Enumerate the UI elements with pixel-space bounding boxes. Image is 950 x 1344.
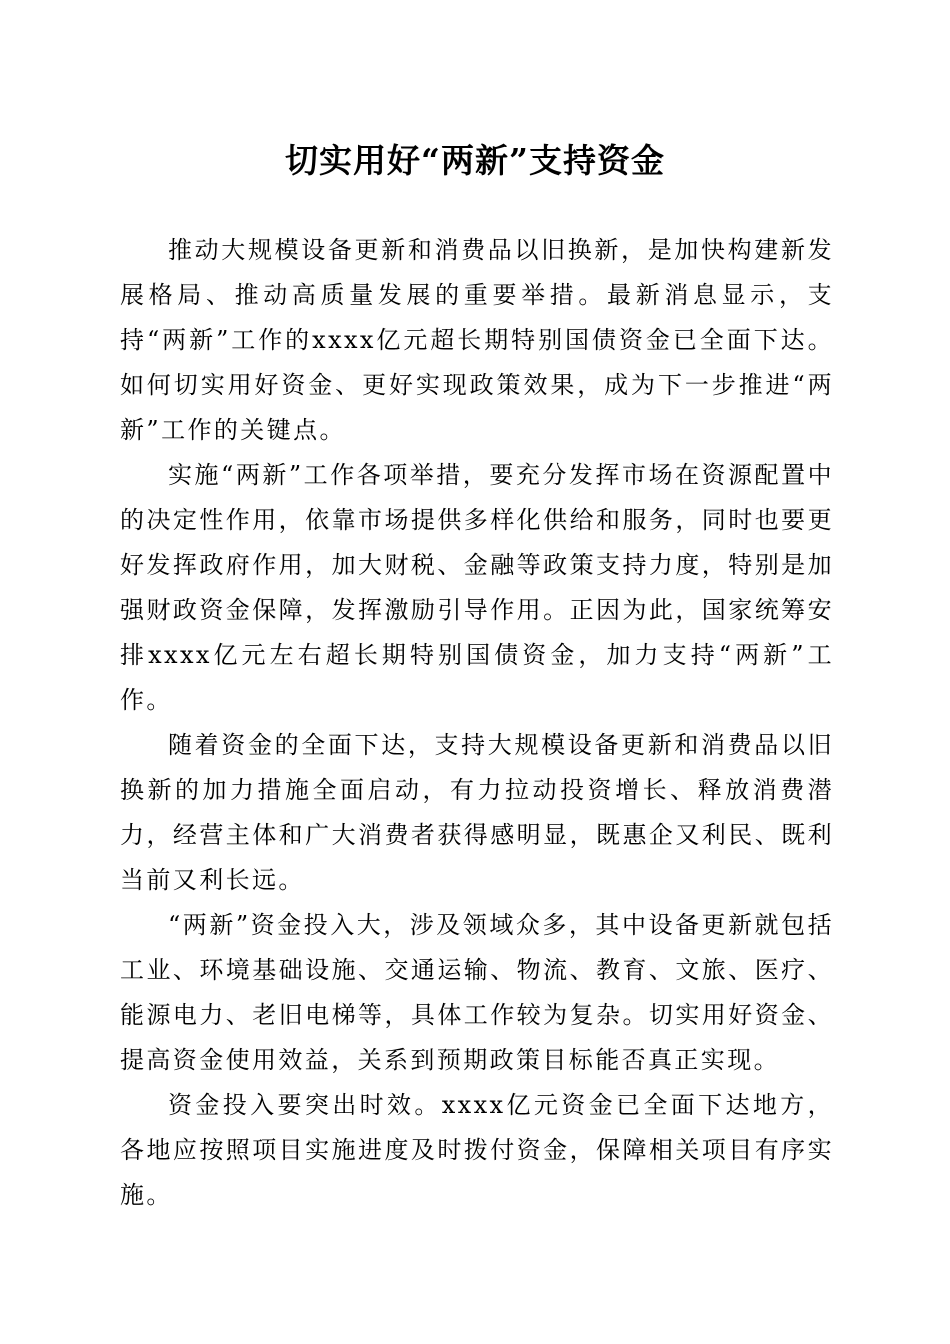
document-body [120,228,834,1218]
paragraph: 实施“两新”工作各项举措，要充分发挥市场在资源配置中的决定性作用，依靠市场提供多样化供给和服务，同时也要更好发挥政府作用，加大财税、金融等政策支持力度，特别是加强财政资金保障，发挥激励引导作用。正因为此，国家统筹安排xxxx亿元左右超长期特别国债资金，加力支持“两新”工作。 [120,461,834,714]
document-title: 切实用好“两新”支持资金 [285,141,665,180]
paragraph: 推动大规模设备更新和消费品以旧换新，是加快构建新发展格局、推动高质量发展的重要举措。最新消息显示，支持“两新”工作的xxxx亿元超长期特别国债资金已全面下达。如何切实用好资金、更好实现政策效果，成为下一步推进“两新”工作的关键点。 [120,236,834,444]
paragraph: “两新”资金投入大，涉及领域众多，其中设备更新就包括工业、环境基础设施、交通运输、物流、教育、文旅、医疗、能源电力、老旧电梯等，具体工作较为复杂。切实用好资金、提高资金使用效益，关系到预期政策目标能否真正实现。 [120,911,834,1074]
paragraph: 资金投入要突出时效。xxxx亿元资金已全面下达地方，各地应按照项目实施进度及时拨付资金，保障相关项目有序实施。 [120,1091,834,1209]
paragraph: 随着资金的全面下达，支持大规模设备更新和消费品以旧换新的加力措施全面启动，有力拉动投资增长、释放消费潜力，经营主体和广大消费者获得感明显，既惠企又利民、既利当前又利长远。 [120,731,834,894]
